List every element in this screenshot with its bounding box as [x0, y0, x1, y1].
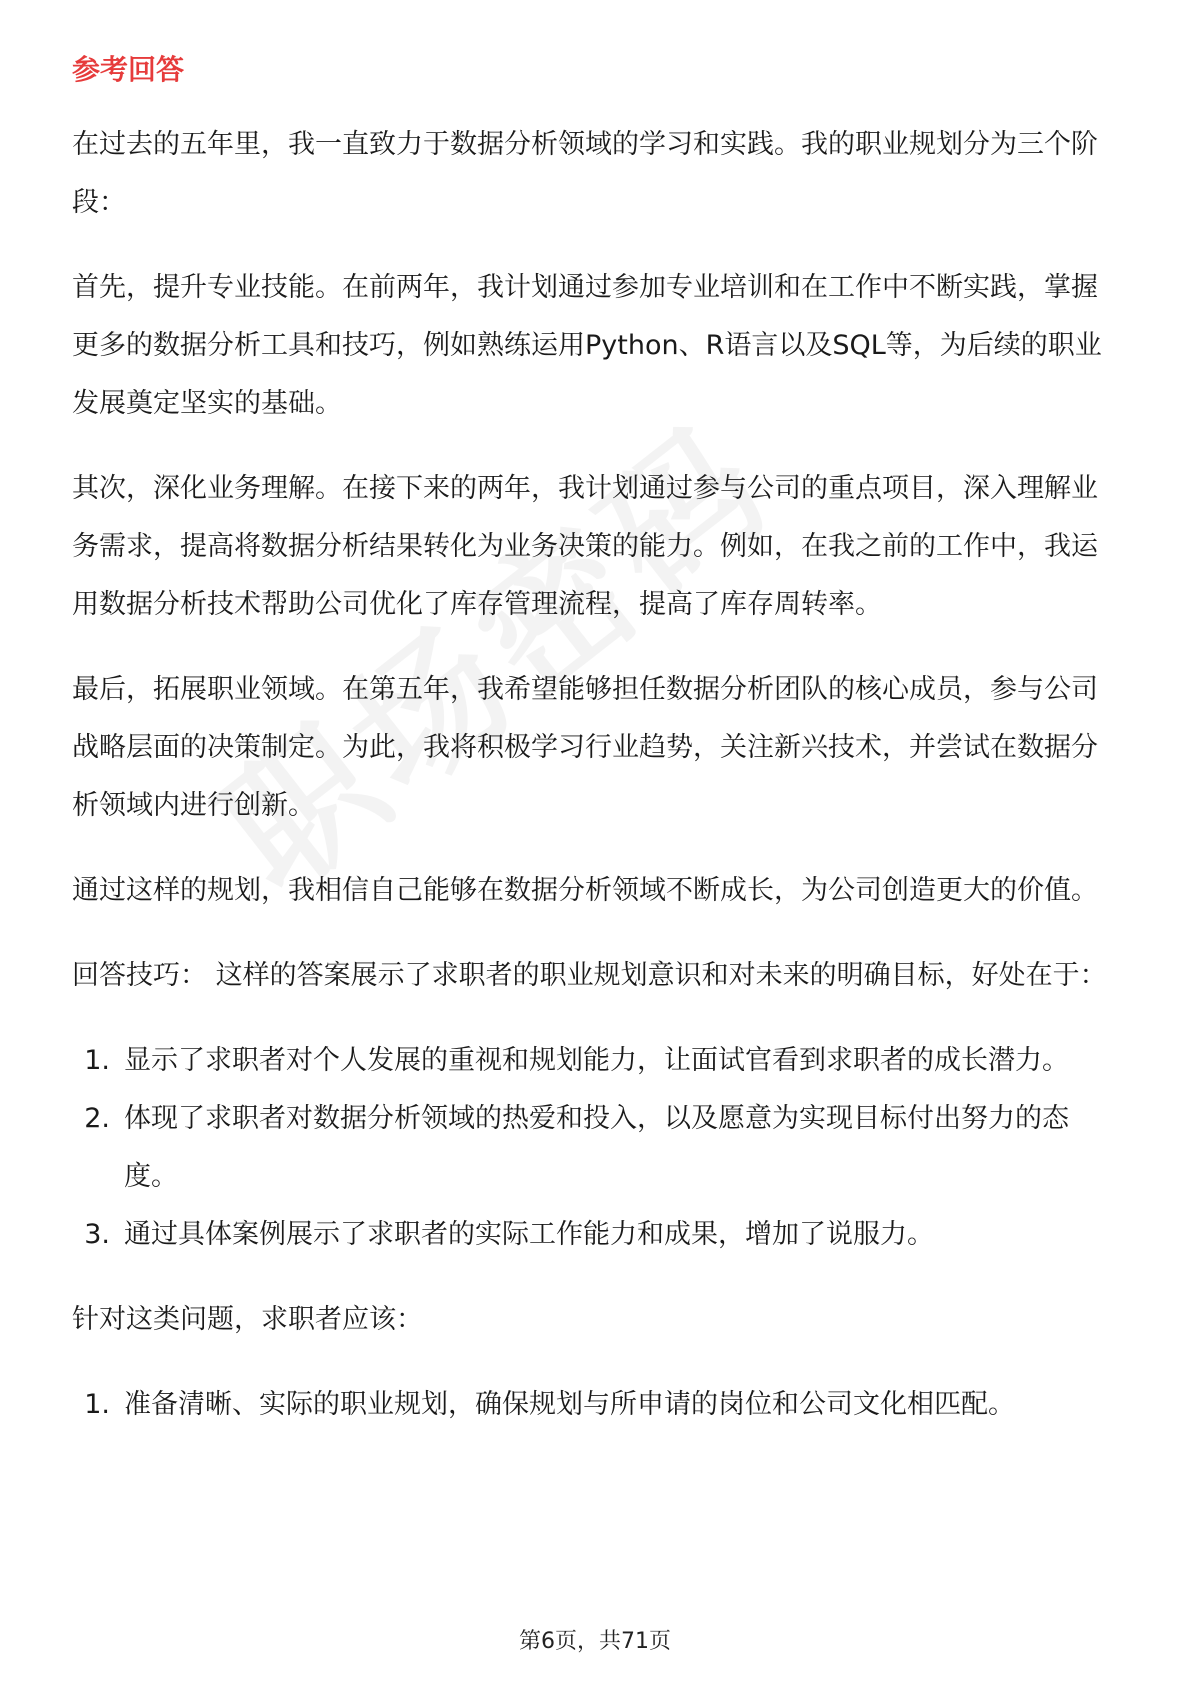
list-item — [72, 1206, 1122, 1264]
advice-list — [72, 1376, 1122, 1434]
paragraph-stage-3: 最后，拓展职业领域。在第五年，我希望能够担任数据分析团队的核心成员，参与公司战略层面的决策制定。为此，我将积极学习行业趋势，关注新兴技术，并尝试在数据分析领域内进行创新。 — [72, 674, 1098, 821]
list-item — [72, 1090, 1122, 1206]
paragraph-stage-2: 其次，深化业务理解。在接下来的两年，我计划通过参与公司的重点项目，深入理解业务需求，提高将数据分析结果转化为业务决策的能力。例如，在我之前的工作中，我运用数据分析技术帮助公司优化了库存管理流程，提高了库存周转率。 — [72, 473, 1098, 620]
list-number: 1. — [84, 1045, 110, 1076]
paragraph-tips: 回答技巧： 这样的答案展示了求职者的职业规划意识和对未来的明确目标，好处在于： — [72, 960, 1107, 991]
paragraph-advice-intro: 针对这类问题，求职者应该： — [72, 1304, 423, 1335]
paragraph-intro: 在过去的五年里，我一直致力于数据分析领域的学习和实践。我的职业规划分为三个阶段： — [72, 129, 1098, 218]
list-number: 2. — [84, 1103, 110, 1134]
list-number: 1. — [84, 1389, 110, 1420]
section-heading: 参考回答 — [72, 53, 185, 86]
list-item-text: 显示了求职者对个人发展的重视和规划能力，让面试官看到求职者的成长潜力。 — [124, 1045, 1069, 1076]
benefits-list — [72, 1032, 1122, 1264]
paragraph-stage-1: 首先，提升专业技能。在前两年，我计划通过参加专业培训和在工作中不断实践，掌握更多的数据分析工具和技巧，例如熟练运用Python、R语言以及SQL等，为后续的职业发展奠定坚实的基础。 — [72, 272, 1102, 419]
list-item-text: 体现了求职者对数据分析领域的热爱和投入，以及愿意为实现目标付出努力的态度。 — [124, 1103, 1069, 1192]
list-number: 3. — [84, 1219, 110, 1250]
list-item — [72, 1032, 1122, 1090]
paragraph-conclusion: 通过这样的规划，我相信自己能够在数据分析领域不断成长，为公司创造更大的价值。 — [72, 875, 1098, 906]
list-item — [72, 1376, 1122, 1434]
list-item-text: 准备清晰、实际的职业规划，确保规划与所申请的岗位和公司文化相匹配。 — [124, 1389, 1015, 1420]
answer-body — [72, 116, 1122, 1434]
list-item-text: 通过具体案例展示了求职者的实际工作能力和成果，增加了说服力。 — [124, 1219, 934, 1250]
page-footer: 第6页，共71页 — [519, 1629, 671, 1654]
